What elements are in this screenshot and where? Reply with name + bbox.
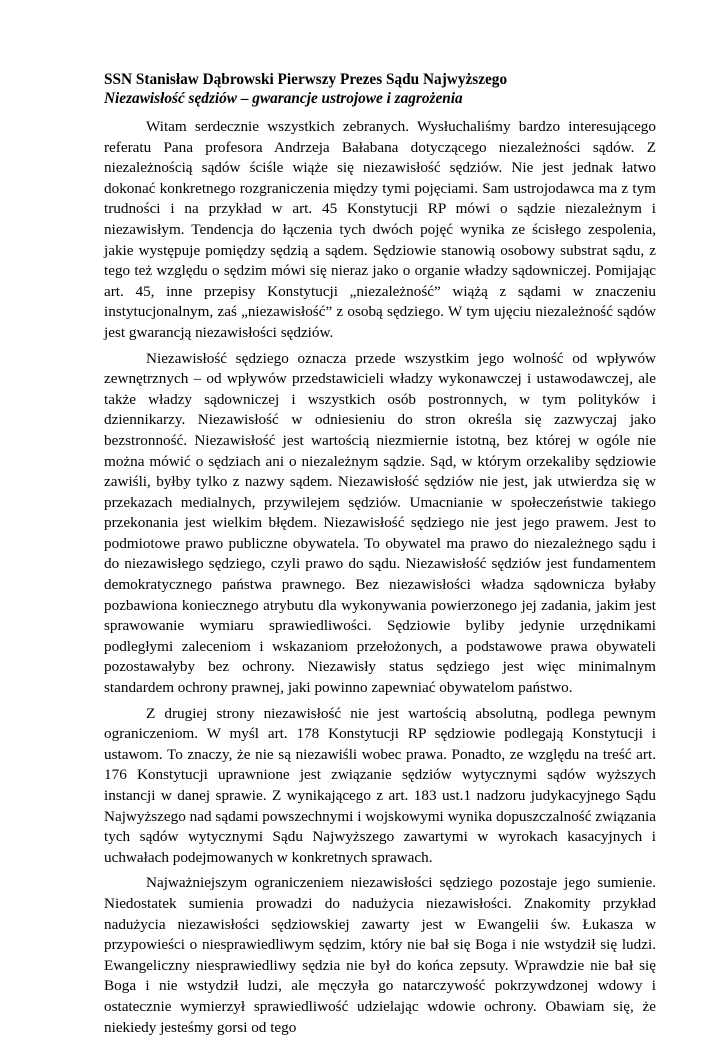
paragraph-2: Niezawisłość sędziego oznacza przede wszystkim jego wolność od wpływów zewnętrznych – od wpływów przedstawicieli władzy wykonawczej i ustawodawczej, ale także władzy sądowniczej i wszystkich osób postronnych, w tym polityków i dziennikarzy. Niezawisłość w odniesieniu do stron określa się zazwyczaj jako bezstronność. Niezawisłość jest wartością niezmiernie istotną, bez której w ogóle nie można mówić o sędziach ani o niezależnym sądzie. Sąd, w którym orzekaliby sędziowie zawiśli, byłby tylko z nazwy sądem. Niezawisłość sędziów nie jest, jak utwierdza się w przekazach medialnych, przywilejem sędziów. Umacnianie w społeczeństwie takiego przekonania jest wielkim błędem. Niezawisłość sędziego nie jest jego prawem. Jest to podmiotowe prawo publiczne obywatela. To obywatel ma prawo do niezależnego sądu i do niezawisłego sędziego, czyli prawo do sądu. Niezawisłość sędziów jest fundamentem demokratycznego państwa prawnego. Bez niezawisłości władza sądownicza byłaby pozbawiona koniecznego atrybutu dla wykonywania powierzonego jej zadania, jakim jest sprawowanie wymiaru sprawiedliwości. Sędziowie byliby jedynie urzędnikami podległymi zaleceniom i wskazaniom przełożonych, a podstawowe prawa obywateli pozostawałyby bez ochrony. Niezawisły status sędziego jest więc minimalnym standardem ochrony prawnej, jaki powinno zapewniać obywatelom państwo. (104, 349, 656, 697)
document-header (104, 70, 664, 108)
paragraph-1: Witam serdecznie wszystkich zebranych. Wysłuchaliśmy bardzo interesującego referatu Pana profesora Andrzeja Bałabana dotyczącego niezależności sądów. Z niezależnością sądów ściśle wiąże się niezawisłość sędziów. Nie jest jednak łatwo dokonać konkretnego rozgraniczenia między tymi pojęciami. Sam ustrojodawca ma z tym trudności i na przykład w art. 45 Konstytucji RP mówi o sądzie niezależnym i niezawisłym. Tendencja do łączenia tych dwóch pojęć wynika ze ścisłego zespolenia, jakie występuje pomiędzy sędzią a sądem. Sędziowie stanowią osobowy substrat sądu, z tego też względu o sędzim mówi się nieraz jako o organie władzy sądowniczej. Pomijając art. 45, inne przepisy Konstytucji „niezależność” wiążą z sądami w znaczeniu instytucjonalnym, zaś „niezawisłość” z osobą sędziego. W tym ujęciu niezależność sądów jest gwarancją niezawisłości sędziów. (104, 118, 656, 341)
document-body (104, 117, 656, 1043)
document-subtitle: Niezawisłość sędziów – gwarancje ustrojowe i zagrożenia (104, 90, 463, 107)
paragraph-3: Z drugiej strony niezawisłość nie jest wartością absolutną, podlega pewnym ograniczeniom. W myśl art. 178 Konstytucji RP sędziowie podlegają Konstytucji i ustawom. To znaczy, że nie są niezawiśli wobec prawa. Ponadto, ze względu na treść art. 176 Konstytucji uprawnione jest związanie sędziów wytycznymi sądów wyższych instancji w danej sprawie. Z wynikającego z art. 183 ust.1 nadzoru judykacyjnego Sądu Najwyższego nad sądami powszechnymi i wojskowymi wynika dopuszczalność związania tych sądów wytycznymi Sądu Najwyższego zawartymi w wyrokach kasacyjnych i uchwałach podejmowanych w konkretnych sprawach. (104, 704, 656, 866)
author-line: SSN Stanisław Dąbrowski Pierwszy Prezes Sądu Najwyższego (104, 71, 508, 88)
paragraph-4: Najważniejszym ograniczeniem niezawisłości sędziego pozostaje jego sumienie. Niedostatek sumienia prowadzi do nadużycia niezawisłości. Znakomity przykład nadużycia niezawisłości sędziowskiej zawarty jest w Ewangelii św. Łukasza w przypowieści o niesprawiedliwym sędzim, który nie bał się Boga i nie wstydził się ludzi. Ewangeliczny niesprawiedliwy sędzia nie był do końca zepsuty. Wprawdzie nie bał się Boga i nie wstydził ludzi, ale męczyła go natarczywość pokrzywdzonej wdowy i ostatecznie wymierzył sprawiedliwość udzielając wdowie ochrony. Obawiam się, że niekiedy jesteśmy gorsi od tego (104, 874, 656, 1036)
